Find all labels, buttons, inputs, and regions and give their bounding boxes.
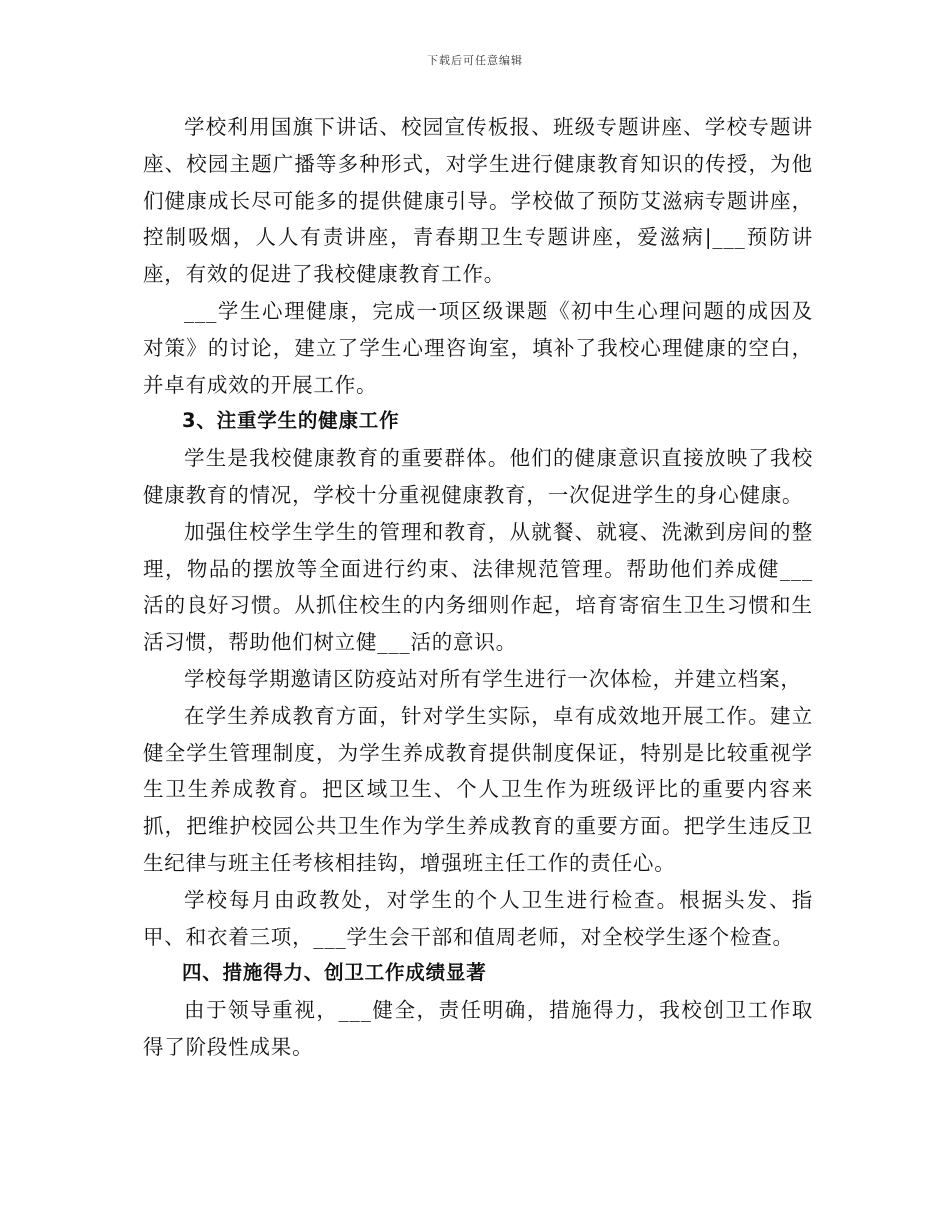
paragraph-monthly-inspection: 学校每月由政教处，对学生的个人卫生进行检查。根据头发、指甲、和衣着三项，___学生会干部和值周老师，对全校学生逐个检查。 — [143, 887, 813, 949]
section-heading-measures: 四、措施得力、创卫工作成绩显著 — [182, 961, 487, 985]
paragraph-boarding-students: 加强住校学生学生的管理和教育，从就餐、就寝、洗漱到房间的整理，物品的摆放等全面进行约束、法律规范管理。帮助他们养成健___活的良好习惯。从抓住校生的内务细则作起，培育寄宿生卫生习惯和生活习惯，帮助他们树立健___活的意识。 — [143, 519, 813, 655]
paragraph-habit-education: 在学生养成教育方面，针对学生实际，卓有成效地开展工作。建立健全学生管理制度，为学生养成教育提供制度保证，特别是比较重视学生卫生养成教育。把区域卫生、个人卫生作为班级评比的重要内容来抓，把维护校园公共卫生作为学生养成教育的重要方面。把学生违反卫生纪律与班主任考核相挂钩，增强班主任工作的责任心。 — [143, 703, 813, 875]
document-body — [143, 109, 813, 1066]
section-heading-student-health: 3、注重学生的健康工作 — [182, 409, 400, 433]
paragraph-results: 由于领导重视，___健全，责任明确，措施得力，我校创卫工作取得了阶段性成果。 — [143, 998, 813, 1059]
page-header: 下载后可任意编辑 — [427, 54, 523, 67]
paragraph-physical-exam: 学校每学期邀请区防疫站对所有学生进行一次体检，并建立档案， — [184, 666, 802, 691]
paragraph-mental-health: ___学生心理健康，完成一项区级课题《初中生心理问题的成因及对策》的讨论，建立了学生心理咨询室，填补了我校心理健康的空白，并卓有成效的开展工作。 — [143, 298, 813, 397]
paragraph-health-education-forms: 学校利用国旗下讲话、校园宣传板报、班级专题讲座、学校专题讲座、校园主题广播等多种形式，对学生进行健康教育知识的传授，为他们健康成长尽可能多的提供健康引导。学校做了预防艾滋病专题讲座，控制吸烟，人人有责讲座，青春期卫生专题讲座，爱滋病|___预防讲座，有效的促进了我校健康教育工作。 — [143, 115, 813, 287]
paragraph-students-key-group: 学生是我校健康教育的重要群体。他们的健康意识直接放映了我校健康教育的情况，学校十分重视健康教育，一次促进学生的身心健康。 — [143, 446, 813, 507]
